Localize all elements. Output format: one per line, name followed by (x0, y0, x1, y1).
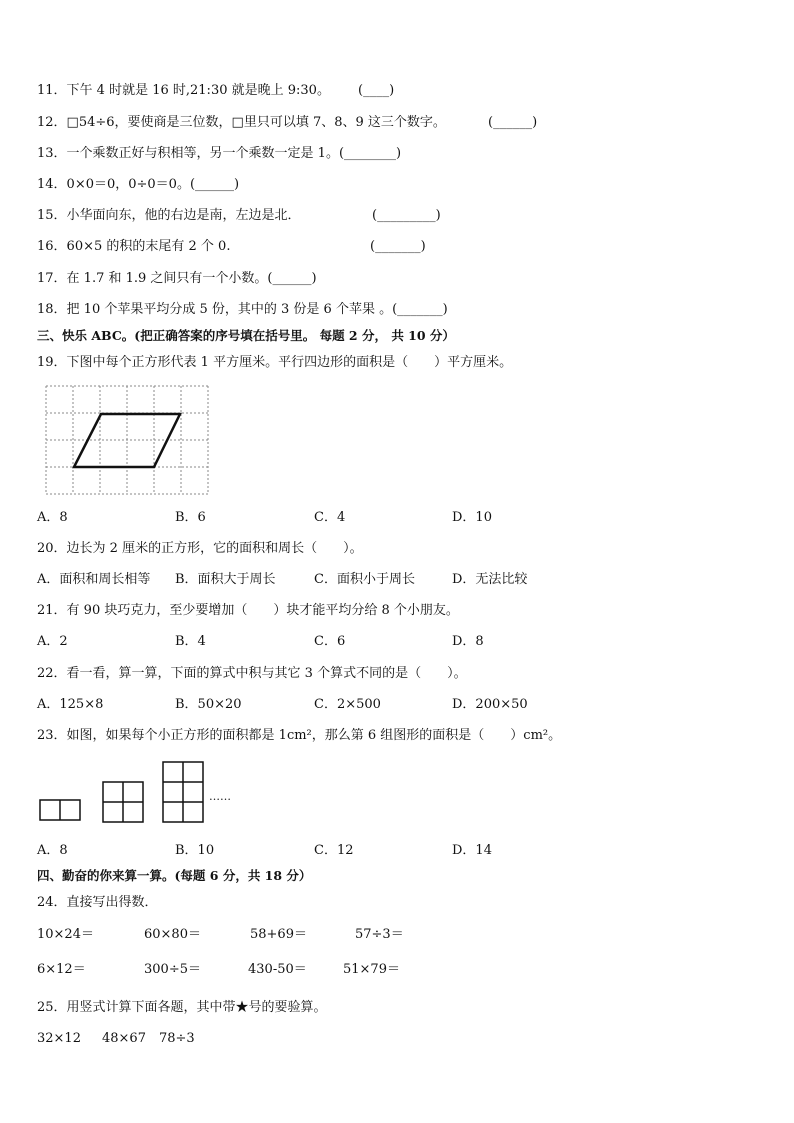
tf-item-17: 17．在 1.7 和 1.9 之间只有一个小数。(______) (37, 271, 317, 286)
q20-option-b[interactable]: B．面积大于周长 (175, 572, 276, 587)
q22-option-a[interactable]: A．125×8 (37, 697, 104, 712)
question-22: 22．看一看，算一算，下面的算式中积与其它 3 个算式不同的是（ ）。 (37, 666, 467, 681)
answer-blank-16[interactable]: (_______) (370, 239, 426, 254)
tf-item-14: 14．0×0＝0，0÷0＝0。(______) (37, 177, 240, 192)
calc-item: 58+69＝ (250, 927, 307, 942)
grid-parallelogram-figure (46, 386, 210, 496)
q19-option-c[interactable]: C．4 (314, 510, 346, 525)
q21-option-a[interactable]: A．2 (37, 634, 68, 649)
section-4-title: 四、勤奋的你来算一算。(每题 6 分，共 18 分） (37, 868, 312, 883)
pattern-ellipsis: …… (209, 790, 231, 803)
q21-option-c[interactable]: C．6 (314, 634, 346, 649)
tf-item-11: 11．下午 4 时就是 16 时,21:30 就是晚上 9:30。 (37, 83, 330, 98)
q22-option-b[interactable]: B．50×20 (175, 697, 242, 712)
answer-blank-11[interactable]: (____) (358, 83, 395, 98)
q21-option-b[interactable]: B．4 (175, 634, 206, 649)
calc-item: 300÷5＝ (144, 962, 201, 977)
calc-item: 51×79＝ (343, 962, 400, 977)
grid-lines (46, 386, 208, 494)
tf-item-13: 13．一个乘数正好与积相等，另一个乘数一定是 1。(________) (37, 146, 402, 161)
q23-option-d[interactable]: D．14 (452, 843, 492, 858)
vertical-calc-item: 78÷3 (159, 1031, 195, 1046)
q20-option-a[interactable]: A．面积和周长相等 (37, 572, 151, 587)
question-21: 21．有 90 块巧克力，至少要增加（ ）块才能平均分给 8 个小朋友。 (37, 603, 459, 618)
q20-option-d[interactable]: D．无法比较 (452, 572, 528, 587)
tf-item-12: 12．□54÷6，要使商是三位数，□里只可以填 7、8、9 这三个数字。 (37, 115, 446, 130)
pattern-figure-3 (163, 762, 205, 824)
q20-option-c[interactable]: C．面积小于周长 (314, 572, 415, 587)
tf-item-18: 18．把 10 个苹果平均分成 5 份，其中的 3 份是 6 个苹果 。(_______) (37, 302, 448, 317)
calc-item: 6×12＝ (37, 962, 86, 977)
q23-option-c[interactable]: C．12 (314, 843, 354, 858)
vertical-calc-item: 48×67 (102, 1031, 146, 1046)
tf-item-16: 16．60×5 的积的末尾有 2 个 0. (37, 239, 231, 254)
question-23: 23．如图，如果每个小正方形的面积都是 1cm²，那么第 6 组图形的面积是（ ）cm²。 (37, 728, 562, 743)
question-20: 20．边长为 2 厘米的正方形，它的面积和周长（ ）。 (37, 541, 363, 556)
calc-item: 430-50＝ (248, 962, 307, 977)
q19-option-d[interactable]: D．10 (452, 510, 492, 525)
calc-item: 60×80＝ (144, 927, 201, 942)
q23-option-b[interactable]: B．10 (175, 843, 215, 858)
calc-item: 10×24＝ (37, 927, 94, 942)
question-24: 24．直接写出得数． (37, 895, 158, 910)
answer-blank-15[interactable]: (_________) (372, 208, 441, 223)
q19-option-a[interactable]: A．8 (37, 510, 68, 525)
calc-item: 57÷3＝ (355, 927, 404, 942)
question-25: 25．用竖式计算下面各题，其中带★号的要验算。 (37, 1000, 327, 1015)
q23-option-a[interactable]: A．8 (37, 843, 68, 858)
q19-option-b[interactable]: B．6 (175, 510, 206, 525)
q21-option-d[interactable]: D．8 (452, 634, 484, 649)
answer-blank-12[interactable]: (______) (488, 115, 538, 130)
q22-option-c[interactable]: C．2×500 (314, 697, 381, 712)
q22-option-d[interactable]: D．200×50 (452, 697, 528, 712)
pattern-figure-2 (103, 782, 145, 824)
question-19: 19．下图中每个正方形代表 1 平方厘米。平行四边形的面积是（ ）平方厘米。 (37, 355, 513, 370)
section-3-title: 三、快乐 ABC。(把正确答案的序号填在括号里。 每题 2 分， 共 10 分） (37, 328, 455, 343)
pattern-figure-1 (40, 800, 82, 822)
tf-item-15: 15．小华面向东，他的右边是南，左边是北． (37, 208, 301, 223)
vertical-calc-item: 32×12 (37, 1031, 81, 1046)
